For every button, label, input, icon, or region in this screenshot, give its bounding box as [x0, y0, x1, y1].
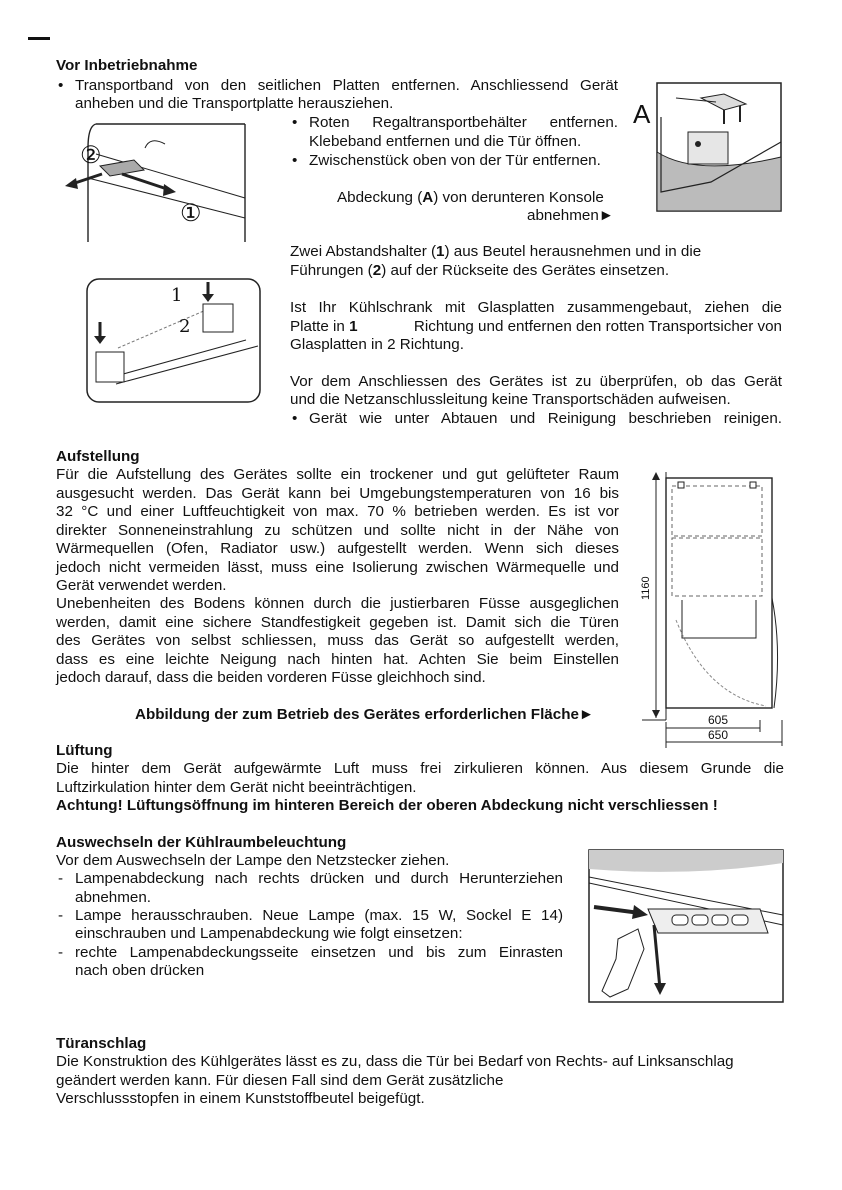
section-heading-aufstellung: Aufstellung: [56, 448, 140, 465]
bullet-text: • Zwischenstück oben von der Tür entfernen.: [309, 152, 601, 170]
dash-item-text: - rechte Lampenabdeckungsseite einsetzen und bis zum Einrasten: [75, 944, 563, 962]
figure-label-1: 1: [171, 285, 183, 306]
page-corner-mark: [28, 37, 50, 40]
paragraph-line: Zwei Abstandshalter (1) aus Beutel herausnehmen und in die: [290, 243, 702, 260]
dash-item-text: abnehmen.: [75, 889, 151, 906]
dimension-width-650: 650: [708, 728, 729, 742]
paragraph-line: Führungen (2) auf der Rückseite des Gerätes einsetzen.: [290, 262, 670, 279]
dash-item-text: nach oben drücken: [75, 962, 205, 979]
paragraph-line: Die hinter dem Gerät aufgewärmte Luft muss frei zirkulieren können. Aus diesem Grunde die: [56, 760, 784, 777]
paragraph-line: 32 °C und einer Luftfeuchtigkeit von max. 70 % betrieben werden. Es ist vor: [56, 503, 619, 520]
section-heading-beleuchtung: Auswechseln der Kühlraumbeleuchtung: [56, 834, 347, 851]
paragraph-line: geändert werden kann. Für diesen Fall sind dem Gerät zusätzliche: [56, 1072, 504, 1089]
paragraph-line: Vor dem Anschliessen des Gerätes ist zu überprüfen, ob das Gerät: [290, 373, 782, 390]
paragraph-line: Glasplatten in 2 Richtung.: [290, 336, 464, 353]
circle-number-1: ①: [180, 199, 202, 227]
paragraph-line: Vor dem Auswechseln der Lampe den Netzstecker ziehen.: [56, 852, 450, 869]
bullet-text: Klebeband entfernen und die Tür öffnen.: [309, 133, 582, 150]
dash-item-text: einschrauben und Lampenabdeckung wie folgt einsetzen:: [75, 925, 463, 942]
section-heading-tueranschlag: Türanschlag: [56, 1035, 147, 1052]
paragraph-line: Platte in 1 Richtung und entfernen den rotten Transportsicher von: [290, 318, 782, 335]
figure-caption: Abbildung der zum Betrieb des Gerätes erforderlichen Fläche►: [135, 706, 594, 723]
dash-item-text: - Lampe herausschrauben. Neue Lampe (max. 15 W, Sockel E 14): [75, 907, 563, 925]
abdeckung-text: abnehmen►: [527, 207, 614, 224]
paragraph-line: jedoch nicht vermeiden lässt, muss eine Isolierung zwischen Wärmequelle und: [56, 559, 619, 576]
paragraph-line: Luftzirkulation hinter dem Gerät nicht beeinträchtigen.: [56, 779, 417, 796]
paragraph-line: werden, damit eine sichere Standfestigkeit gegeben ist. Damit sich die Türen: [56, 614, 619, 631]
paragraph-line: Wärmequellen (Ofen, Radiator usw.) aufgestellt werden. Wenn sich dieses: [56, 540, 619, 557]
section-heading-vor-inbetriebnahme: Vor Inbetriebnahme: [56, 57, 198, 74]
paragraph-line: Für die Aufstellung des Gerätes sollte ein trockener und gut gelüfteter Raum: [56, 466, 619, 483]
dash-item-text: - Lampenabdeckung nach rechts drücken und durch Herunterziehen: [75, 870, 563, 888]
bullet-text: • Roten Regaltransportbehälter entfernen.: [309, 114, 618, 132]
paragraph-line: Die Konstruktion des Kühlgerätes lässt es zu, dass die Tür bei Bedarf von Rechts- auf Linksanschlag: [56, 1053, 734, 1070]
dimension-width-605: 605: [708, 713, 729, 727]
cover-removal-figure: [656, 82, 782, 212]
section-heading-lueftung: Lüftung: [56, 742, 113, 759]
bullet-text: • Gerät wie unter Abtauen und Reinigung beschrieben reinigen.: [309, 410, 782, 428]
paragraph-line: des Gerätes von selbst schliessen, muss das Gerät so aufgestellt werden,: [56, 632, 619, 649]
paragraph-line: Unebenheiten des Bodens können durch die justierbaren Füsse ausgeglichen: [56, 595, 619, 612]
abdeckung-text: Abdeckung (A) von derunteren Konsole: [337, 189, 604, 206]
dimension-height-label: 1160: [640, 576, 652, 600]
ventilation-warning: Achtung! Lüftungsöffnung im hinteren Bereich der oberen Abdeckung nicht verschliessen !: [56, 797, 718, 814]
lamp-replacement-figure: [588, 849, 784, 1003]
fridge-dimension-figure: [636, 470, 786, 750]
transport-plate-figure: [60, 118, 250, 248]
paragraph-line: jedoch darauf, dass die beiden vorderen Füsse gleichhoch sind.: [56, 669, 486, 686]
paragraph-line: direkter Sonneneinstrahlung zu schützen und sollte nicht in der Nähe von: [56, 522, 619, 539]
figure-a-label: A: [633, 99, 651, 129]
circle-number-2: ②: [80, 141, 102, 169]
paragraph-line: Gerät verwendet werden.: [56, 577, 227, 594]
paragraph-line: Verschlussstopfen in einem Kunststoffbeutel beigefügt.: [56, 1090, 425, 1107]
paragraph-line: und die Netzanschlussleitung keine Transportschäden aufweisen.: [290, 391, 731, 408]
paragraph-line: • Transportband von den seitlichen Platten entfernen. Anschliessend Gerät: [75, 77, 618, 95]
paragraph-line: ausgesucht werden. Das Gerät kann bei Umgebungstemperaturen von 16 bis: [56, 485, 619, 502]
figure-label-2: 2: [179, 316, 191, 337]
paragraph-line: dass es eine leichte Neigung nach hinten hat. Achten Sie beim Einstellen: [56, 651, 619, 668]
paragraph-line: anheben und die Transportplatte herausziehen.: [75, 95, 394, 112]
paragraph-line: Ist Ihr Kühlschrank mit Glasplatten zusammengebaut, ziehen die: [290, 299, 782, 316]
